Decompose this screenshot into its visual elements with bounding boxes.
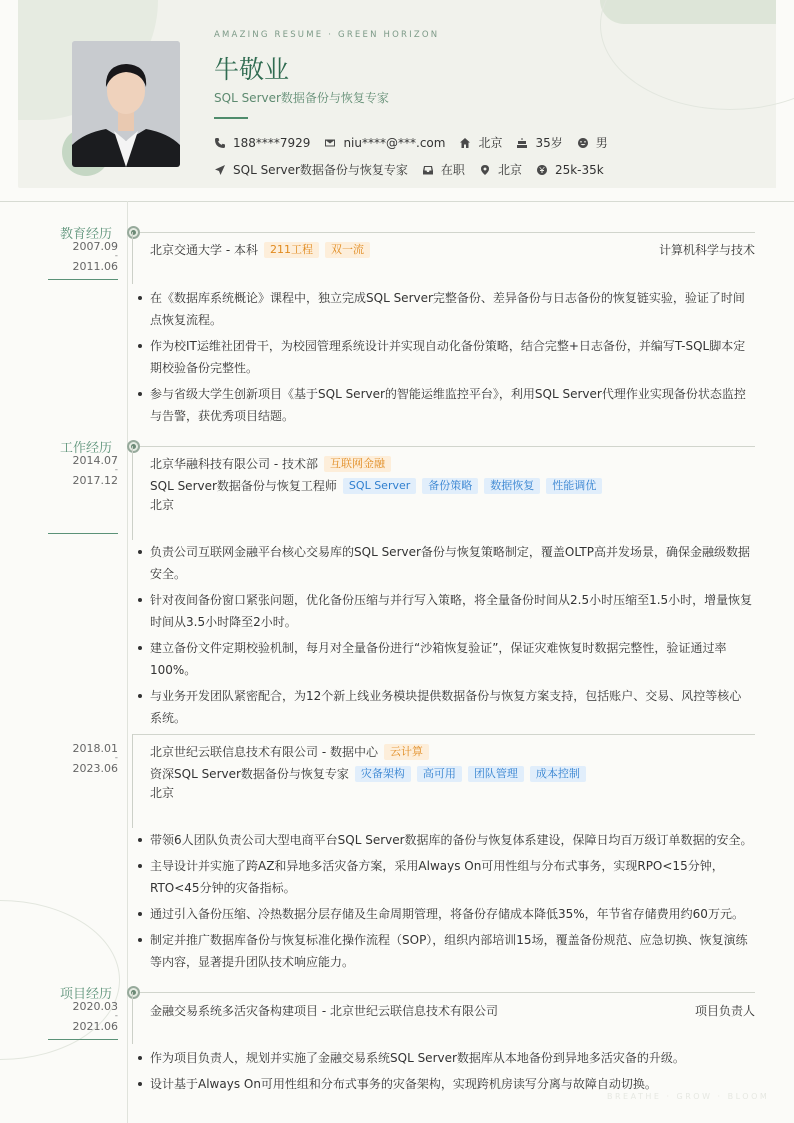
- date-separator: -: [114, 753, 118, 763]
- industry-tag: 云计算: [384, 744, 429, 760]
- date-separator: -: [114, 465, 118, 475]
- section-title-work: 工作经历: [60, 441, 113, 456]
- cake-icon: [516, 137, 528, 149]
- phone-icon: [214, 137, 226, 149]
- contact-gender: [577, 134, 608, 151]
- date-end: 2011.06: [72, 260, 118, 273]
- profile-photo: [72, 41, 180, 167]
- job-bullets: [138, 829, 753, 977]
- contact-age: [516, 134, 562, 151]
- date-end: 2023.06: [72, 762, 118, 775]
- candidate-name: 牛敬业: [214, 55, 290, 84]
- date-start: 2020.03: [72, 1000, 118, 1013]
- city-text: 北京: [478, 136, 503, 150]
- company-name: 北京华融科技有限公司 - 技术部: [150, 457, 318, 471]
- section-label-rule: [48, 1039, 118, 1040]
- date-separator: -: [114, 251, 118, 261]
- skill-tag: 高可用: [417, 766, 462, 782]
- list-item: 设计基于Always On可用性组和分布式事务的灾备架构，实现跨机房读写分离与故障自动切换。: [138, 1073, 753, 1095]
- contact-row: [214, 134, 622, 151]
- project-name: 金融交易系统多活灾备构建项目 - 北京世纪云联信息技术有限公司: [150, 1004, 498, 1018]
- education-headline: [150, 241, 755, 258]
- section-title-education: 教育经历: [60, 227, 113, 242]
- job-bullets: [138, 541, 753, 733]
- skill-tag: 数据恢复: [484, 478, 540, 494]
- intent-city: [479, 161, 522, 178]
- major: 计算机科学与技术: [658, 243, 755, 257]
- entry-divider: [140, 992, 755, 993]
- contact-city: [459, 134, 502, 151]
- school-tag: 211工程: [264, 242, 319, 258]
- skill-tag: 灾备架构: [355, 766, 411, 782]
- smile-icon: [577, 137, 589, 149]
- job-date: [58, 455, 118, 486]
- education-date: [58, 241, 118, 272]
- footer-watermark: BREATHE · GROW · BLOOM: [607, 1092, 770, 1101]
- project-headline: [150, 1002, 755, 1019]
- section-title-project: 项目经历: [60, 987, 113, 1002]
- school-name: 北京交通大学 - 本科: [150, 243, 258, 257]
- intent-city-text: 北京: [497, 163, 522, 177]
- contact-email: [324, 136, 445, 150]
- entry-divider: [140, 446, 755, 447]
- job-intent-row: [214, 161, 618, 178]
- home-icon: [459, 137, 471, 149]
- intent-position-text: SQL Server数据备份与恢复专家: [233, 163, 408, 177]
- decorative-ring: [0, 900, 120, 1060]
- list-item: 通过引入备份压缩、冷热数据分层存储及生命周期管理，将备份存储成本降低35%，年节省存储费用约60万元。: [138, 903, 753, 925]
- inbox-icon: [422, 164, 434, 176]
- title-underline: [214, 117, 248, 119]
- date-start: 2007.09: [72, 240, 118, 253]
- timeline-node: [127, 440, 140, 453]
- list-item: 制定并推广数据库备份与恢复标准化操作流程（SOP），组织内部培训15场，覆盖备份规范、应急切换、恢复演练等内容，显著提升团队技术响应能力。: [138, 929, 753, 973]
- school-tag: 双一流: [325, 242, 370, 258]
- timeline-axis: [127, 201, 128, 1123]
- list-item: 针对夜间备份窗口紧张问题，优化备份压缩与并行写入策略，将全量备份时间从2.5小时压缩至1.5小时，增量恢复时间从3.5小时降至2小时。: [138, 589, 753, 633]
- list-item: 参与省级大学生创新项目《基于SQL Server的智能运维监控平台》，利用SQL Server代理作业实现备份状态监控与告警，获优秀项目结题。: [138, 383, 753, 427]
- intent-salary-text: 25k-35k: [554, 162, 604, 177]
- section-label-rule: [48, 279, 118, 280]
- date-start: 2018.01: [72, 742, 118, 755]
- job-headline: [150, 455, 755, 472]
- tagline: AMAZING RESUME · GREEN HORIZON: [214, 30, 440, 40]
- industry-tag: 互联网金融: [324, 456, 391, 472]
- date-separator: -: [114, 1011, 118, 1021]
- list-item: 带领6人团队负责公司大型电商平台SQL Server数据库的备份与恢复体系建设，保障日均百万级订单数据的安全。: [138, 829, 753, 851]
- mail-icon: [324, 137, 336, 149]
- skill-tag: 团队管理: [468, 766, 524, 782]
- job-position-line: [150, 765, 755, 782]
- section-label-rule: [48, 533, 118, 534]
- education-bullets: [138, 287, 753, 431]
- entry-side-line: [132, 232, 133, 284]
- list-item: 在《数据库系统概论》课程中，独立完成SQL Server完整备份、差异备份与日志备份的恢复链实验，验证了时间点恢复流程。: [138, 287, 753, 331]
- list-item: 作为项目负责人，规划并实施了金融交易系统SQL Server数据库从本地备份到异地多活灾备的升级。: [138, 1047, 753, 1069]
- position-title: SQL Server数据备份与恢复工程师: [150, 479, 337, 493]
- contact-phone: [214, 136, 310, 150]
- job-position-line: [150, 477, 755, 494]
- entry-side-line: [132, 734, 133, 828]
- entry-divider: [140, 232, 755, 233]
- entry-side-line: [132, 992, 133, 1044]
- job-date: [58, 743, 118, 774]
- email-text: niu****@***.com: [343, 135, 446, 150]
- position-title: 资深SQL Server数据备份与恢复专家: [150, 767, 349, 781]
- date-end: 2021.06: [72, 1020, 118, 1033]
- skill-tag: SQL Server: [343, 478, 416, 494]
- intent-status: [422, 161, 465, 178]
- job-city: 北京: [150, 498, 175, 512]
- company-name: 北京世纪云联信息技术有限公司 - 数据中心: [150, 745, 378, 759]
- candidate-title: SQL Server数据备份与恢复专家: [214, 91, 389, 105]
- send-icon: [214, 164, 226, 176]
- list-item: 主导设计并实施了跨AZ和异地多活灾备方案，采用Always On可用性组与分布式事务，实现RPO<15分钟，RTO<45分钟的灾备指标。: [138, 855, 753, 899]
- intent-position: [214, 161, 408, 178]
- skill-tag: 成本控制: [530, 766, 586, 782]
- money-icon: [536, 164, 548, 176]
- list-item: 作为校IT运维社团骨干，为校园管理系统设计并实现自动化备份策略，结合完整+日志备份，并编写T-SQL脚本定期校验备份完整性。: [138, 335, 753, 379]
- skill-tag: 备份策略: [422, 478, 478, 494]
- job-city: 北京: [150, 786, 175, 800]
- list-item: 与业务开发团队紧密配合，为12个新上线业务模块提供数据备份与恢复方案支持，包括账户、交易、风控等核心系统。: [138, 685, 753, 729]
- job-headline: [150, 743, 755, 760]
- skill-tag: 性能调优: [546, 478, 602, 494]
- header-divider: [0, 201, 794, 202]
- timeline-node: [127, 986, 140, 999]
- entry-divider: [133, 734, 755, 735]
- project-date: [58, 1001, 118, 1032]
- age-text: 35岁: [535, 136, 563, 150]
- date-start: 2014.07: [72, 454, 118, 467]
- intent-status-text: 在职: [440, 163, 465, 177]
- location-icon: [479, 164, 491, 176]
- entry-side-line: [132, 446, 133, 540]
- timeline-node: [127, 226, 140, 239]
- intent-salary: [536, 163, 604, 177]
- gender-text: 男: [595, 136, 608, 150]
- list-item: 负责公司互联网金融平台核心交易库的SQL Server备份与恢复策略制定，覆盖OLTP高并发场景，确保金融级数据安全。: [138, 541, 753, 585]
- list-item: 建立备份文件定期校验机制，每月对全量备份进行“沙箱恢复验证”，保证灾难恢复时数据完整性，验证通过率100%。: [138, 637, 753, 681]
- project-role: 项目负责人: [694, 1004, 755, 1018]
- phone-text: 188****7929: [233, 135, 311, 150]
- date-end: 2017.12: [72, 474, 118, 487]
